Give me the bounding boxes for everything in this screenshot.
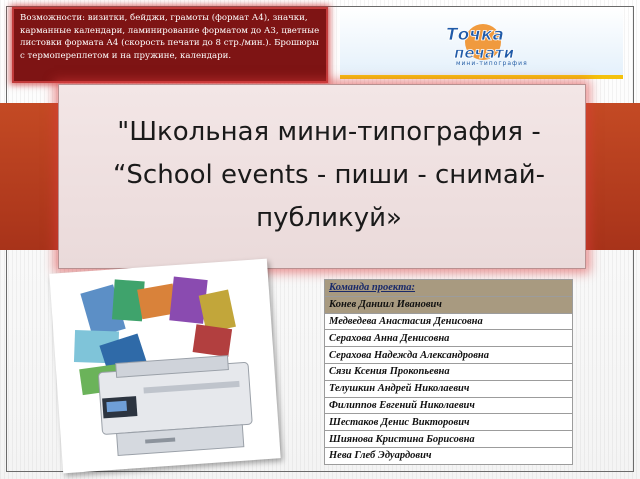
team-member-row	[325, 397, 573, 414]
team-member: Шиянова Кристина Борисовна	[325, 431, 573, 448]
team-member-row	[325, 380, 573, 397]
logo-line2: печати	[454, 44, 515, 62]
printer-illustration	[49, 259, 280, 474]
team-member: Филиппов Евгений Николаевич	[325, 397, 573, 414]
team-member-row	[325, 296, 573, 313]
team-member: Конев Даниил Иванович	[325, 296, 573, 313]
team-member-row	[325, 447, 573, 464]
printer-photo	[49, 259, 280, 474]
team-member-row	[325, 347, 573, 364]
title-box	[58, 84, 586, 269]
team-member: Серахова Надежда Александровна	[325, 347, 573, 364]
team-member-row	[325, 363, 573, 380]
team-member: Телушкин Андрей Николаевич	[325, 380, 573, 397]
team-member-row	[325, 431, 573, 448]
team-member: Нева Глеб Эдуардович	[325, 447, 573, 464]
team-header: Команда проекта:	[325, 280, 573, 297]
team-member: Шестаков Денис Викторович	[325, 414, 573, 431]
team-member: Серахова Анна Денисовна	[325, 330, 573, 347]
team-member-row	[325, 414, 573, 431]
team-member: Медведева Анастасия Денисовна	[325, 313, 573, 330]
team-member: Сязи Ксения Прокопьевна	[325, 363, 573, 380]
logo-strip	[340, 75, 623, 79]
team-header-row	[325, 280, 573, 297]
features-box	[12, 7, 328, 83]
logo-line1: Точка	[446, 25, 504, 45]
logo-subtitle: мини-типография	[456, 60, 528, 67]
logo-mark	[440, 18, 526, 66]
features-text: Возможности: визитки, бейджи, грамоты (формат А4), значки, карманные календари, ламинирование форматом до А3, цветные листовки формата А4 (скорость печати до 8 стр./мин.). Брошюры с термопереплетом и на пружине, календари.	[20, 13, 320, 61]
slide-title: "Школьная мини-типография - “School events - пиши - снимай- публикуй»	[112, 117, 546, 233]
team-table	[324, 279, 573, 465]
team-member-row	[325, 313, 573, 330]
team-member-row	[325, 330, 573, 347]
